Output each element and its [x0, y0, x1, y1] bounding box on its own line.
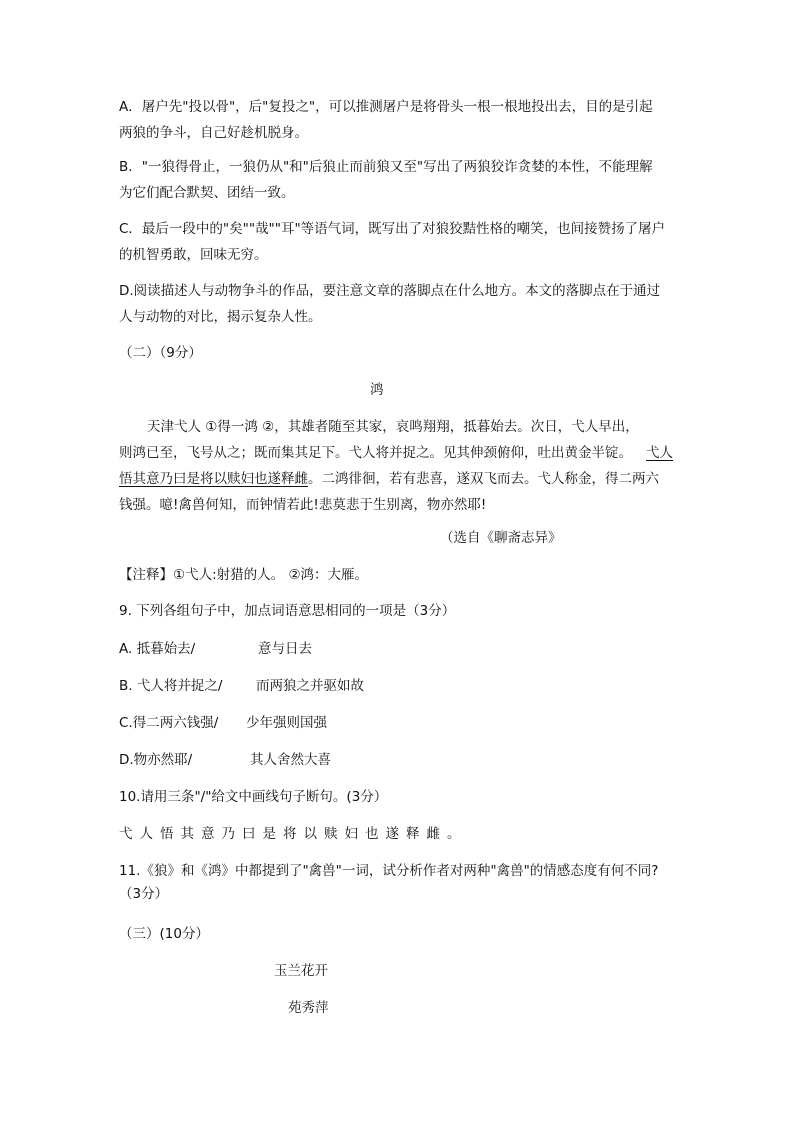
q11-stem-line1: 11.《狼》和《鸿》中都提到了"禽兽"一词，试分析作者对两种"禽兽"的情感态度有何不同? [119, 863, 659, 879]
passage-line1: 天津弋人 ①得一鸿 ②，其雄者随至其家，哀鸣翔翔，抵暮始去。次日，弋人早出， [147, 419, 639, 435]
passage-line3-rest: 。二鸿徘徊，若有悲喜，遂双飞而去。弋人称金，得二两六 [308, 471, 659, 487]
section3-heading: （三）(10分） [119, 926, 209, 942]
q10-stem: 10.请用三条"/"给文中画线句子断句。(3分） [119, 789, 388, 805]
passage-underlined-sentence: 悟其意乃曰是将以赎妇也遂释雌 [119, 471, 308, 487]
q8-option-d-line1: D.阅读描述人与动物争斗的作品，要注意文章的落脚点在什么地方。本文的落脚点在于通过 [119, 283, 661, 299]
annotation-note: 【注释】①弋人:射猎的人。 ②鸿：大雁。 [119, 567, 369, 583]
q9-stem: 9. 下列各组句子中，加点词语意思相同的一项是（3分） [119, 603, 456, 619]
section3-title: 玉兰花开 [274, 963, 328, 979]
q8-option-d-line2: 人与动物的对比，揭示复杂人性。 [119, 309, 322, 325]
passage-line2: 则鸿已至，飞号从之；既而集其足下。弋人将并捉之。见其伸颈俯仰，吐出黄金半锭。 [119, 445, 632, 461]
passage-source: （选自《聊斋志异》 [440, 530, 562, 546]
q9-option-b-left: B. 弋人将并捉之/ [119, 678, 223, 694]
section3-author: 苑秀萍 [288, 1000, 329, 1016]
q8-option-c-line2: 的机智勇敢，回味无穷。 [119, 247, 268, 263]
q8-option-a-line2: 两狼的争斗，自己好趁机脱身。 [119, 125, 308, 141]
q8-option-b-line1: B．"一狼得骨止，一狼仍从"和"后狼止而前狼又至"写出了两狼狡诈贪婪的本性，不能理解 [119, 159, 653, 175]
section2-title: 鸿 [370, 382, 384, 398]
section2-heading: （二）（9分） [119, 345, 202, 361]
q9-option-c-right: 少年强则国强 [246, 715, 327, 731]
q9-option-a-left: A. 抵暮始去/ [119, 641, 196, 657]
q8-option-a-line1: A．屠户先"投以骨"，后"复投之"，可以推测屠户是将骨头一根一根地投出去，目的是引起 [119, 99, 653, 115]
q9-option-d-left: D.物亦然耶/ [119, 752, 193, 768]
q11-stem-line2: （3分） [119, 886, 169, 902]
q9-option-d-right: 其人舍然大喜 [250, 752, 331, 768]
q9-option-b-right: 而两狼之并驱如故 [256, 678, 364, 694]
q10-sentence: 弋人悟其意乃曰是将以赎妇也遂释雌。 [119, 826, 468, 842]
q9-option-c-left: C.得二两六钱强/ [119, 715, 219, 731]
q8-option-c-line1: C．最后一段中的"矣""哉""耳"等语气词，既写出了对狼狡黠性格的嘲笑，也间接赞扬了屠户 [119, 221, 666, 237]
q8-option-b-line2: 为它们配合默契、团结一致。 [119, 185, 295, 201]
passage-underline-start: 弋人 [646, 445, 673, 461]
q9-option-a-right: 意与日去 [258, 641, 312, 657]
passage-line3 [119, 469, 659, 489]
passage-line4: 钱强。噫!禽兽何知，而钟情若此!悲莫悲于生别离，物亦然耶! [119, 497, 487, 513]
